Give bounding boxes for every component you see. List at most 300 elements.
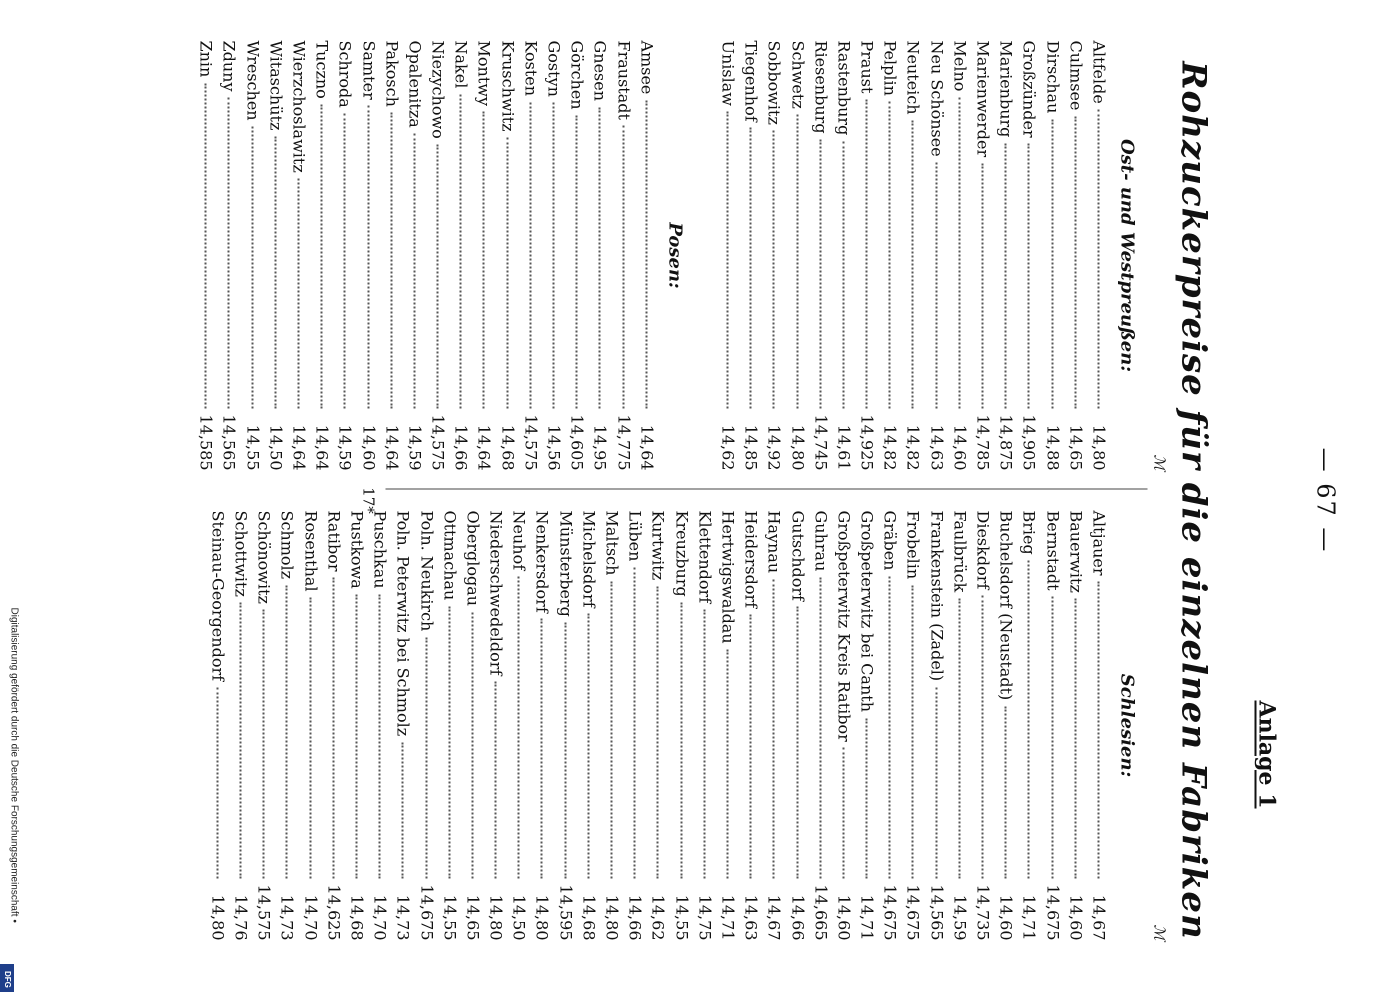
dot-leader xyxy=(1004,706,1006,878)
table-row xyxy=(482,510,505,940)
table-row xyxy=(876,40,899,470)
factory-name: Michelsdorf xyxy=(578,510,598,608)
table-row xyxy=(1038,40,1061,470)
table-row xyxy=(1015,40,1038,470)
table-row xyxy=(285,40,308,470)
factory-name: Neu Schönsee xyxy=(926,40,946,157)
table-row xyxy=(807,510,830,940)
factory-name: Niezychowo xyxy=(428,40,448,139)
price-value: 14,665 xyxy=(810,884,830,940)
factory-name: Heidersdorf xyxy=(741,510,761,608)
dot-leader xyxy=(401,742,403,878)
dot-leader xyxy=(981,595,983,878)
price-value: 14,59 xyxy=(404,424,424,470)
dfg-logo-icon xyxy=(0,964,14,992)
factory-name: Pakosch xyxy=(381,40,401,107)
dot-leader xyxy=(297,178,299,408)
dot-leader xyxy=(436,144,438,408)
factory-name: Poln. Neukirch xyxy=(416,510,436,631)
factory-name: Poln. Peterwitz bei Schmolz xyxy=(393,510,413,736)
table-row xyxy=(830,510,853,940)
factory-name: Oberglogau xyxy=(462,510,482,606)
factory-name: Witaschütz xyxy=(265,40,285,130)
table-row xyxy=(447,40,470,470)
factory-name: Nenkersdorf xyxy=(532,510,552,613)
factory-name: Gräben xyxy=(880,510,900,570)
factory-name: Dieskdorf xyxy=(973,510,993,589)
price-value: 14,925 xyxy=(857,414,877,470)
factory-name: Guhrau xyxy=(810,510,830,571)
section-heading-ostwest: Ost- und Westpreußen: xyxy=(1116,138,1137,372)
table-row xyxy=(563,40,586,470)
price-value: 14,82 xyxy=(903,424,923,470)
dot-leader xyxy=(541,618,543,878)
table-row xyxy=(1062,510,1085,940)
page-title: Rohzuckerpreise für die einzelnen Fabriken xyxy=(1173,60,1213,940)
dot-leader xyxy=(378,594,380,878)
dot-leader xyxy=(749,127,751,408)
dot-leader xyxy=(656,586,658,878)
dot-leader xyxy=(935,687,937,878)
table-row xyxy=(227,510,250,940)
price-value: 14,775 xyxy=(613,414,633,470)
factory-name: Schroda xyxy=(335,40,355,108)
table-row xyxy=(192,40,215,470)
factory-name: Buchelsdorf (Neustadt) xyxy=(996,510,1016,700)
factory-name: Pelplin xyxy=(880,40,900,96)
table-row xyxy=(575,510,598,940)
factory-name: Altjauer xyxy=(1089,510,1108,576)
dot-leader xyxy=(483,111,485,408)
table-row xyxy=(992,510,1015,940)
table-row xyxy=(609,40,632,470)
price-value: 14,625 xyxy=(323,884,343,940)
price-value: 14,63 xyxy=(926,424,946,470)
factory-name: Fraustadt xyxy=(613,40,633,120)
factory-name: Hertwigswaldau xyxy=(718,510,737,644)
dot-leader xyxy=(645,100,647,408)
dot-leader xyxy=(796,114,798,408)
table-row xyxy=(412,510,435,940)
table-row xyxy=(783,40,806,470)
factory-name: Maltsch xyxy=(602,510,622,575)
dot-leader xyxy=(796,606,798,878)
dot-leader xyxy=(251,126,253,408)
price-value: 14,92 xyxy=(764,424,784,470)
table-row xyxy=(714,510,737,940)
dot-leader xyxy=(865,99,867,408)
dot-leader xyxy=(622,125,624,408)
table-row xyxy=(378,40,401,470)
price-value: 14,745 xyxy=(810,414,830,470)
dot-leader xyxy=(1097,581,1099,878)
price-value: 14,905 xyxy=(1019,414,1039,470)
factory-name: Ratibor xyxy=(323,510,343,572)
price-value: 14,80 xyxy=(532,894,552,940)
price-value: 14,875 xyxy=(996,414,1016,470)
dot-leader xyxy=(448,606,450,878)
table-row xyxy=(946,510,969,940)
table-row xyxy=(262,40,285,470)
factory-name: Praust xyxy=(857,40,877,93)
factory-name: Dirschau xyxy=(1042,40,1062,113)
table-row xyxy=(204,510,227,940)
dot-leader xyxy=(888,101,890,408)
dot-leader xyxy=(703,609,705,878)
dot-leader xyxy=(587,613,589,878)
price-value: 14,64 xyxy=(474,424,494,470)
factory-name: Riesenburg xyxy=(810,40,830,134)
factory-name: Ottmachau xyxy=(439,510,459,600)
price-value: 14,56 xyxy=(544,424,564,470)
price-value: 14,735 xyxy=(973,884,993,940)
dot-leader xyxy=(958,97,960,408)
factory-name: Neuteich xyxy=(903,40,923,115)
dot-leader xyxy=(425,637,427,878)
factory-name: Sobbowitz xyxy=(764,40,784,125)
table-row xyxy=(273,510,296,940)
table-row xyxy=(308,40,331,470)
price-value: 14,675 xyxy=(416,884,436,940)
table-row xyxy=(992,40,1015,470)
price-value: 14,80 xyxy=(1089,424,1108,470)
factory-name: Neuhof xyxy=(509,510,529,570)
factory-name: Altfelde xyxy=(1089,40,1108,104)
table-row xyxy=(470,40,493,470)
price-value: 14,68 xyxy=(578,894,598,940)
factory-name: Gutschdorf xyxy=(787,510,807,601)
table-row xyxy=(424,40,447,470)
dot-leader xyxy=(1074,116,1076,408)
table-row xyxy=(320,510,343,940)
price-value: 14,64 xyxy=(312,424,332,470)
dot-leader xyxy=(529,102,531,408)
factory-name: Schottwitz xyxy=(231,510,251,597)
table-row xyxy=(1085,40,1108,470)
price-value: 14,82 xyxy=(880,424,900,470)
table-row xyxy=(714,40,737,470)
table-row xyxy=(598,510,621,940)
table-row xyxy=(667,510,690,940)
price-value: 14,565 xyxy=(219,414,239,470)
price-value: 14,585 xyxy=(196,414,216,470)
dot-leader xyxy=(459,94,461,408)
signature-mark: 17* xyxy=(359,486,377,514)
dot-leader xyxy=(680,602,682,878)
factory-name: Znin xyxy=(196,40,216,77)
dot-leader xyxy=(471,612,473,878)
price-value: 14,71 xyxy=(857,894,877,940)
factory-name: Kosten xyxy=(520,40,540,96)
table-row xyxy=(969,510,992,940)
table-row xyxy=(1038,510,1061,940)
dot-leader xyxy=(819,139,821,408)
price-value: 14,575 xyxy=(520,414,540,470)
factory-name: Wierzchoslawitz xyxy=(289,40,308,173)
price-value: 14,71 xyxy=(718,894,737,940)
factory-name: Steinau-Georgendorf xyxy=(207,510,227,681)
table-row xyxy=(296,510,319,940)
factory-name: Görchen xyxy=(567,40,587,110)
table-row xyxy=(436,510,459,940)
dot-leader xyxy=(981,163,983,408)
dot-leader xyxy=(1097,109,1099,408)
dot-leader xyxy=(227,97,229,408)
table-row xyxy=(621,510,644,940)
dot-leader xyxy=(216,687,218,878)
price-value: 14,80 xyxy=(486,894,506,940)
dot-leader xyxy=(390,112,392,408)
factory-name: Lüben xyxy=(625,510,645,561)
left-column: ℳ Ost- und Westpreußen: Altfelde 14,80 Culmsee 14,65 Dirschau 14,88 Großzünder 14,905 Marienburg 14,875 Marienwerder 14,785 Melno 14,60 Neu Schönsee 14,63 Neuteich 14,82 Pelplin 14,82 Praust 14,925 Rastenburg 14,61 Riesenburg 14,745 Schwetz 14,80 Sobbowitz 14,92 Tiegenhof 14,85 Unislaw 14,62 Posen: Amsee 14,64 Fraustadt 14,775 Gnesen 14,95 Görchen 14,605 Gostyn 14,56 Kosten 14,575 Kruschwitz 14,68 Montwy 14,64 Nakel 14,66 Niezychowo 14,575 Opalenitza 14,59 Pakosch 14,64 Samter 14,60 Schroda 14,59 Tuczno 14,64 Wierzchoslawitz 14,64 Witaschütz 14,50 Wreschen 14,55 Zduny 14,565 Znin 14,585 xyxy=(192,40,1138,470)
dfg-logo-text: DFG xyxy=(3,971,12,988)
dot-leader xyxy=(1027,143,1029,408)
table-row xyxy=(517,40,540,470)
table-row xyxy=(250,510,273,940)
dot-leader xyxy=(888,576,890,878)
digitization-note: Digitalisierung gefördert durch die Deutsche Forschungsgemeinschaft • xyxy=(8,607,20,923)
factory-name: Puschkau xyxy=(370,510,390,589)
dot-leader xyxy=(1051,596,1053,878)
price-value: 14,575 xyxy=(428,414,448,470)
price-value: 14,565 xyxy=(926,884,946,940)
table-row xyxy=(691,510,714,940)
dot-leader xyxy=(204,83,206,408)
factory-name: Nakel xyxy=(451,40,471,88)
table-row xyxy=(737,40,760,470)
table-row xyxy=(783,510,806,940)
price-value: 14,68 xyxy=(347,894,366,940)
dot-leader xyxy=(239,602,241,878)
factory-name: Marienburg xyxy=(996,40,1016,137)
factory-name: Zduny xyxy=(219,40,239,92)
price-value: 14,64 xyxy=(636,424,656,470)
price-value: 14,75 xyxy=(694,894,714,940)
factory-name: Kurtwitz xyxy=(648,510,668,580)
table-row xyxy=(923,510,946,940)
factory-name: Culmsee xyxy=(1065,40,1085,110)
table-row xyxy=(552,510,575,940)
price-value: 14,67 xyxy=(764,894,784,940)
price-value: 14,55 xyxy=(671,894,691,940)
factory-name: Großzünder xyxy=(1019,40,1039,138)
price-value: 14,50 xyxy=(509,894,529,940)
table-row xyxy=(459,510,482,940)
table-row xyxy=(494,40,517,470)
price-value: 14,65 xyxy=(462,894,482,940)
dot-leader xyxy=(1004,143,1006,408)
page-number: — 67 — xyxy=(1311,447,1339,553)
table-posen xyxy=(192,40,656,470)
factory-name: Schmolz xyxy=(277,510,297,579)
factory-name: Opalenitza xyxy=(404,40,424,128)
table-row xyxy=(215,40,238,470)
dot-leader xyxy=(343,113,345,408)
table-row xyxy=(899,40,922,470)
price-value: 14,76 xyxy=(231,894,251,940)
dot-leader xyxy=(819,577,821,878)
table-row xyxy=(760,510,783,940)
dot-leader xyxy=(309,597,311,878)
dot-leader xyxy=(842,747,844,878)
digitization-sidebar xyxy=(8,606,20,996)
price-value: 14,95 xyxy=(590,424,610,470)
price-value: 14,595 xyxy=(555,884,575,940)
table-row xyxy=(807,40,830,470)
table-row xyxy=(830,40,853,470)
factory-name: Gnesen xyxy=(590,40,610,101)
factory-name: Haynau xyxy=(764,510,784,573)
price-value: 14,59 xyxy=(949,894,969,940)
dot-leader xyxy=(935,162,937,408)
dot-leader xyxy=(958,598,960,878)
dot-leader xyxy=(772,579,774,878)
dot-leader xyxy=(355,594,357,878)
price-value: 14,62 xyxy=(718,424,737,470)
table-row xyxy=(899,510,922,940)
price-value: 14,675 xyxy=(903,884,923,940)
factory-name: Klettendorf xyxy=(694,510,714,603)
price-value: 14,605 xyxy=(567,414,587,470)
price-value: 14,64 xyxy=(381,424,401,470)
price-value: 14,65 xyxy=(1065,424,1085,470)
factory-name: Münsterberg xyxy=(555,510,575,617)
factory-name: Schwetz xyxy=(787,40,807,109)
factory-name: Gostyn xyxy=(544,40,564,97)
price-value: 14,70 xyxy=(300,894,320,940)
price-value: 14,55 xyxy=(242,424,262,470)
price-value: 14,66 xyxy=(451,424,471,470)
table-row xyxy=(644,510,667,940)
dot-leader xyxy=(912,120,914,408)
factory-name: Niederschwedeldorf xyxy=(486,510,506,675)
table-row xyxy=(1085,510,1108,940)
table-row xyxy=(853,40,876,470)
factory-name: Rosenthal xyxy=(300,510,320,592)
price-value: 14,85 xyxy=(741,424,761,470)
factory-name: Wreschen xyxy=(242,40,262,121)
factory-name: Frobelin xyxy=(903,510,923,579)
factory-name: Melno xyxy=(949,40,969,91)
price-value: 14,675 xyxy=(880,884,900,940)
table-row xyxy=(737,510,760,940)
table-row xyxy=(876,510,899,940)
dot-leader xyxy=(633,567,635,878)
dot-leader xyxy=(865,718,867,879)
factory-name: Bauerwitz xyxy=(1065,510,1085,593)
table-schlesien xyxy=(204,510,1108,940)
dot-leader xyxy=(262,609,264,878)
dot-leader xyxy=(285,585,287,878)
factory-name: Brieg xyxy=(1019,510,1039,555)
table-row xyxy=(401,40,424,470)
factory-name: Rastenburg xyxy=(833,40,853,135)
dot-leader xyxy=(494,681,496,878)
dot-leader xyxy=(1074,598,1076,878)
table-row xyxy=(389,510,412,940)
price-value: 14,60 xyxy=(996,894,1016,940)
dot-leader xyxy=(564,622,566,878)
table-row xyxy=(1015,510,1038,940)
price-value: 14,59 xyxy=(335,424,355,470)
dot-leader xyxy=(842,141,844,408)
factory-name: Tiegenhof xyxy=(741,40,761,122)
table-row xyxy=(633,40,656,470)
table-row xyxy=(528,510,551,940)
dot-leader xyxy=(1027,560,1029,878)
dot-leader xyxy=(912,585,914,878)
price-value: 14,68 xyxy=(497,424,517,470)
factory-name: Faulbrück xyxy=(949,510,969,592)
price-value: 14,64 xyxy=(289,424,308,470)
dot-leader xyxy=(772,130,774,408)
factory-name: Amsee xyxy=(636,40,656,94)
factory-name: Pustkowa xyxy=(347,510,366,589)
price-value: 14,55 xyxy=(439,894,459,940)
factory-name: Marienwerder xyxy=(973,40,993,157)
factory-name: Samter xyxy=(358,40,378,100)
dot-leader xyxy=(274,136,276,408)
section-heading-schlesien: Schlesien: xyxy=(1116,673,1137,777)
table-row xyxy=(586,40,609,470)
table-row xyxy=(1062,40,1085,470)
dot-leader xyxy=(749,614,751,878)
price-value: 14,60 xyxy=(358,424,378,470)
dot-leader xyxy=(332,577,334,878)
dot-leader xyxy=(552,102,554,408)
price-value: 14,66 xyxy=(625,894,645,940)
price-value: 14,70 xyxy=(370,894,390,940)
dot-leader xyxy=(726,111,728,408)
price-value: 14,80 xyxy=(207,894,227,940)
table-row xyxy=(969,40,992,470)
price-value: 14,575 xyxy=(254,884,274,940)
dot-leader xyxy=(506,137,508,408)
factory-name: Tuczno xyxy=(312,40,332,99)
price-value: 14,61 xyxy=(833,424,853,470)
dot-leader xyxy=(726,649,728,878)
dot-leader xyxy=(517,576,519,878)
factory-name: Kreuzburg xyxy=(671,510,691,597)
price-value: 14,88 xyxy=(1042,424,1062,470)
price-value: 14,785 xyxy=(973,414,993,470)
dot-leader xyxy=(413,133,415,408)
factory-name: Montwy xyxy=(474,40,494,106)
section-heading-posen: Posen: xyxy=(663,221,685,289)
price-value: 14,675 xyxy=(1042,884,1062,940)
factory-name: Bernstadt xyxy=(1042,510,1062,591)
dot-leader xyxy=(1051,119,1053,408)
price-value: 14,80 xyxy=(602,894,622,940)
annex-label: Anlage 1 xyxy=(1253,700,1279,809)
dot-leader xyxy=(575,115,577,408)
table-row xyxy=(923,40,946,470)
factory-name: Schönowitz xyxy=(254,510,274,604)
price-value: 14,62 xyxy=(648,894,668,940)
table-row xyxy=(505,510,528,940)
price-value: 14,67 xyxy=(1089,894,1108,940)
dot-leader xyxy=(610,581,612,878)
table-row xyxy=(853,510,876,940)
price-value: 14,60 xyxy=(833,894,853,940)
price-value: 14,73 xyxy=(277,894,297,940)
factory-name: Großpeterwitz Kreis Ratibor xyxy=(833,510,853,742)
price-value: 14,73 xyxy=(393,894,413,940)
right-column: ℳ Schlesien: Altjauer 14,67 Bauerwitz 14,60 Bernstadt 14,675 Brieg 14,71 Buchelsdorf (Neustadt) 14,60 Dieskdorf 14,735 Faulbrück 14,59 Frankenstein (Zadel) 14,565 Frobelin 14,675 Gräben 14,675 Großpeterwitz bei Canth 14,71 Großpeterwitz Kreis Ratibor 14,60 Guhrau 14,665 Gutschdorf 14,66 Haynau 14,67 Heidersdorf 14,63 Hertwigswaldau 14,71 Klettendorf 14,75 Kreuzburg 14,55 Kurtwitz 14,62 Lüben 14,66 Maltsch 14,80 Michelsdorf 14,68 Münsterberg 14,595 Nenkersdorf 14,80 Neuhof 14,50 Niederschwedeldorf 14,80 Oberglogau 14,65 Ottmachau 14,55 Poln. Neukirch 14,675 Poln. Peterwitz bei Schmolz 14,73 Puschkau 14,70 Pustkowa 14,68 Ratibor 14,625 Rosenthal 14,70 Schmolz 14,73 Schönowitz 14,575 Schottwitz 14,76 Steinau-Georgendorf 14,80 xyxy=(204,510,1138,940)
dot-leader xyxy=(598,107,600,408)
column-divider xyxy=(385,488,1147,489)
price-value: 14,60 xyxy=(1065,894,1085,940)
